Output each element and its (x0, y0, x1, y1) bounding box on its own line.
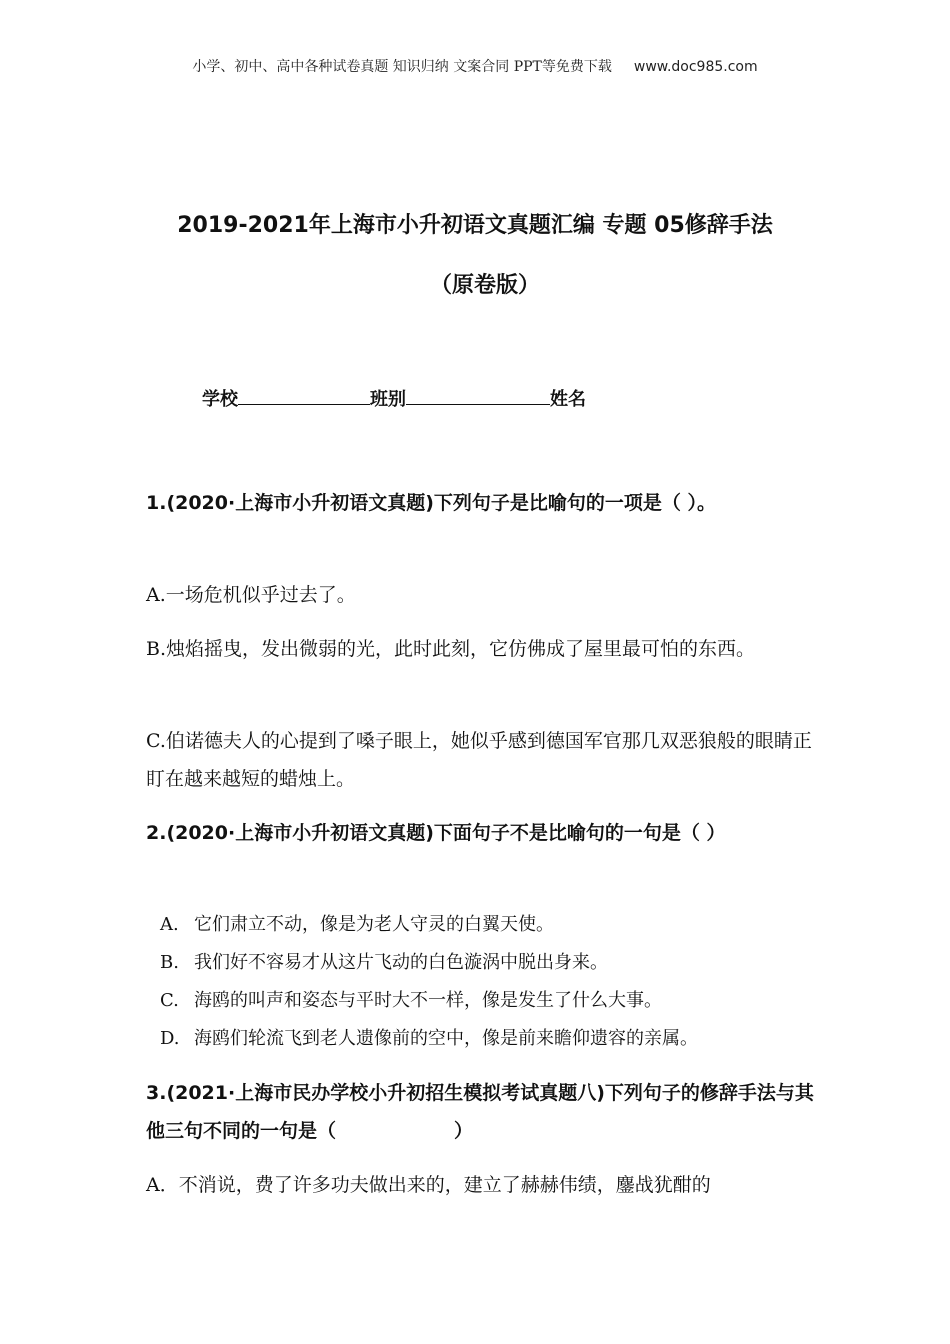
option-label: A. (160, 914, 179, 935)
question-2-option-c (160, 982, 830, 1020)
option-text: 海鸥的叫声和姿态与平时大不一样，像是发生了什么大事。 (194, 990, 662, 1011)
question-2-option-d (160, 1020, 830, 1058)
question-1-option-b: B.烛焰摇曳，发出微弱的光，此时此刻，它仿佛成了屋里最可怕的东西。 (146, 638, 756, 660)
header-site: www.doc985.com (633, 59, 758, 75)
name-label: 姓名 (550, 389, 586, 410)
option-label: C. (160, 990, 179, 1011)
option-label: B. (160, 952, 179, 973)
question-3-option-a: A．不消说，费了许多功夫做出来的，建立了赫赫伟绩，鏖战犹酣的 (146, 1174, 711, 1196)
option-label: D. (160, 1028, 180, 1049)
question-1-option-c: C.伯诺德夫人的心提到了嗓子眼上，她似乎感到德国军官那几双恶狼般的眼睛正盯在越来越短的蜡烛上。 (146, 730, 812, 790)
student-info-fields (202, 385, 586, 411)
question-2-stem: 2.(2020·上海市小升初语文真题)下面句子不是比喻句的一句是（ ） (146, 822, 726, 844)
question-3-stem (146, 1074, 816, 1150)
page-title: 2019-2021年上海市小升初语文真题汇编 专题 05修辞手法 (177, 213, 773, 238)
school-blank[interactable] (238, 386, 370, 405)
option-text: 我们好不容易才从这片飞动的白色漩涡中脱出身来。 (194, 952, 608, 973)
question-2-option-a (160, 906, 830, 944)
page-subtitle: （原卷版） (429, 273, 540, 298)
option-text: 海鸥们轮流飞到老人遗像前的空中，像是前来瞻仰遗容的亲属。 (194, 1028, 698, 1049)
class-blank[interactable] (406, 386, 550, 405)
option-text: 它们肃立不动，像是为老人守灵的白翼天使。 (194, 914, 554, 935)
question-1-option-a: A.一场危机似乎过去了。 (146, 584, 356, 606)
question-3-stem-text: 3.(2021·上海市民办学校小升初招生模拟考试真题八)下列句子的修辞手法与其他三句不同的一句是（ (146, 1082, 814, 1142)
class-label: 班别 (370, 389, 406, 410)
question-1-stem: 1.(2020·上海市小升初语文真题)下列句子是比喻句的一项是（ ）。 (146, 492, 717, 514)
page-header (0, 56, 950, 76)
question-2-option-b (160, 944, 830, 982)
header-text: 小学、初中、高中各种试卷真题 知识归纳 文案合同 PPT等免费下载 (192, 59, 612, 75)
question-3-stem-close: ） (454, 1120, 474, 1142)
school-label: 学校 (202, 389, 238, 410)
